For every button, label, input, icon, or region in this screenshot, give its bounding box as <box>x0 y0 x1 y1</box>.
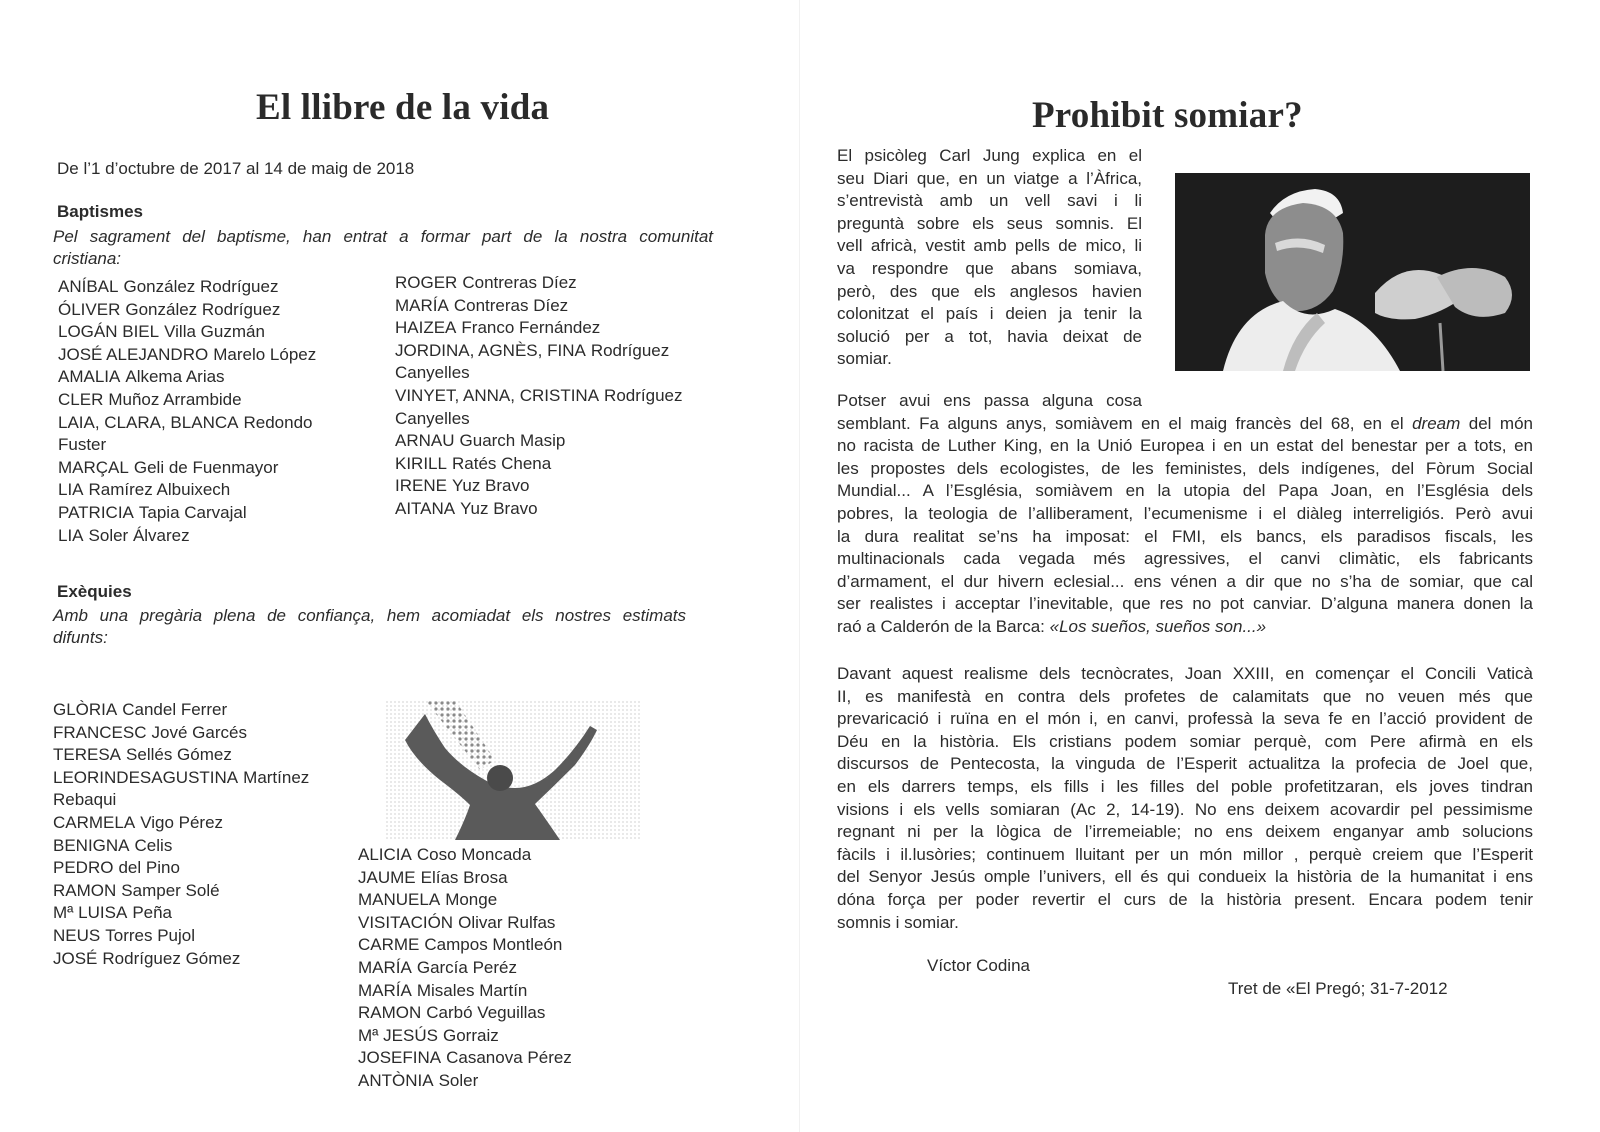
article-paragraph-1 <box>837 145 1142 371</box>
name-entry <box>358 1025 572 1048</box>
name-entry <box>395 475 682 498</box>
given-name: MARÇAL <box>58 457 129 477</box>
name-entry <box>58 299 316 322</box>
article-paragraph-3 <box>837 663 1533 934</box>
name-entry <box>58 276 316 299</box>
surname: Muñoz Arrambide <box>108 389 242 409</box>
name-entry <box>358 844 572 867</box>
given-name: JAUME <box>358 867 416 887</box>
given-name: ANÍBAL <box>58 277 119 296</box>
text-segment: raó a Calderón de la Barca: <box>837 616 1045 636</box>
article-source: Tret de «El Pregó; 31-7-2012 <box>1228 979 1448 998</box>
given-name: Canyelles <box>395 363 470 383</box>
funerals-intro-line: Amb una pregària plena de confiança, hem acomiadat els nostres estimats <box>53 606 686 625</box>
text-line: les propostes dels ecologistes, de les feministes, dels indígenes, del Fòrum Social <box>837 458 1533 478</box>
surname: Samper Solé <box>121 880 220 900</box>
text-line: regnant ni per la lògica de l’irremeiable; no ens deixem enganyar amb solucions <box>837 822 1533 842</box>
given-name: Mª LUISA <box>53 903 128 923</box>
given-name: TERESA <box>53 745 122 765</box>
given-name: JOSÉ ALEJANDRO <box>58 344 209 364</box>
surname: Campos Montleón <box>424 935 563 955</box>
given-name: GLÒRIA <box>53 700 118 719</box>
given-name: JOSEFINA <box>358 1048 442 1068</box>
surname: Jové Garcés <box>151 722 247 742</box>
funerals-intro <box>53 605 686 649</box>
text-line: no racista de Luther King, en la Unió Europea i en un estat del benestar per a tots, en <box>837 436 1533 456</box>
surname: González Rodríguez <box>125 299 281 319</box>
text-line: del Senyor Jesús omple l’univers, ell és qui condueix la història de la humanitat i ens <box>837 867 1533 887</box>
text-line: prevaricació i ruïna en el món i, en canvi, professà la seva fe en l’acció provident de <box>837 709 1533 729</box>
name-entry <box>53 902 309 925</box>
name-entry <box>58 344 316 367</box>
text-line: II, es manifestà en contra dels profetes de calamitats que no veuen més que <box>837 686 1533 706</box>
text-line: visions i els vells somiaran (Ac 2, 14-19). No ens deixem acovardir pel pessimisme <box>837 799 1533 819</box>
baptisms-list-col1 <box>58 276 316 547</box>
surname: Villa Guzmán <box>164 322 265 342</box>
surname: Yuz Bravo <box>451 476 530 496</box>
surname: Rodríguez Gómez <box>102 948 241 968</box>
name-entry <box>53 744 309 767</box>
text-line: somiar. <box>837 349 892 369</box>
surname: Sellés Gómez <box>126 745 232 765</box>
given-name: PATRICIA <box>58 502 134 522</box>
pope-photo-image <box>1175 173 1530 371</box>
given-name: Canyelles <box>395 408 470 428</box>
text-line: discursos de Pentecosta, la vinguda de l’Esperit actualitza la profecia de Joel que, <box>837 754 1533 774</box>
text-line: d’armament, el dur hivern eclesial... ens vénen a dir que no s’ha de somiar, que cal <box>837 571 1533 591</box>
given-name: PEDRO <box>53 858 114 878</box>
given-name: LOGÁN BIEL <box>58 322 160 342</box>
text-segment: semblant. Fa alguns anys, somiàvem en el maig francès del 68, en el <box>837 413 1404 433</box>
surname: Olivar Rulfas <box>458 912 556 932</box>
given-name: MARÍA <box>358 980 412 1000</box>
name-entry <box>395 340 682 363</box>
given-name: MARÍA <box>395 295 449 315</box>
text-line: va respondre que abans somiava, <box>837 258 1142 278</box>
text-line: Mundial... A l’Església, somiàvem en la utopia del Papa Joan, en l’Església dels <box>837 481 1533 501</box>
text-line <box>837 413 1533 436</box>
given-name: NEUS <box>53 925 101 945</box>
name-entry <box>358 912 572 935</box>
name-entry <box>395 317 682 340</box>
given-name: JOSÉ <box>53 948 98 968</box>
surname: Marelo López <box>213 344 317 364</box>
given-name: Rebaqui <box>53 790 117 810</box>
given-name: BENIGNA <box>53 835 130 855</box>
name-entry <box>395 385 682 408</box>
name-entry <box>358 889 572 912</box>
surname: García Peréz <box>416 957 517 977</box>
name-entry <box>58 457 316 480</box>
name-entry <box>58 434 316 457</box>
given-name: Fuster <box>58 435 107 455</box>
given-name: ALICIA <box>358 845 412 864</box>
name-entry <box>58 479 316 502</box>
name-entry <box>358 1070 572 1093</box>
name-entry <box>358 1002 572 1025</box>
name-entry <box>58 366 316 389</box>
given-name: CLER <box>58 389 104 409</box>
article-paragraph-2 <box>837 390 1533 639</box>
surname: Coso Moncada <box>416 845 532 864</box>
given-name: LAIA, CLARA, BLANCA <box>58 412 239 432</box>
given-name: VINYET, ANNA, CRISTINA <box>395 385 600 405</box>
left-title: El llibre de la vida <box>256 87 550 128</box>
surname: Rodríguez <box>590 340 670 360</box>
name-entry <box>53 722 309 745</box>
name-entry <box>358 867 572 890</box>
surname: Celis <box>134 835 173 855</box>
surname: Geli de Fuenmayor <box>133 457 279 477</box>
text-line: Davant aquest realisme dels tecnòcrates, Joan XXIII, en començar el Concili Vaticà <box>837 664 1533 683</box>
surname: Ratés Chena <box>451 453 552 473</box>
given-name: ARNAU <box>395 431 455 451</box>
text-line <box>837 616 1533 639</box>
given-name: JORDINA, AGNÈS, FINA <box>395 340 586 360</box>
surname: Redondo <box>243 412 313 432</box>
name-entry <box>395 362 682 385</box>
name-entry <box>53 699 309 722</box>
name-entry <box>53 835 309 858</box>
name-entry <box>395 408 682 431</box>
given-name: HAIZEA <box>395 318 457 338</box>
name-entry <box>58 389 316 412</box>
text-segment: del món <box>1468 413 1533 433</box>
article-author: Víctor Codina <box>927 956 1030 975</box>
surname: Carbó Veguillas <box>426 1003 546 1023</box>
funerals-list-col2 <box>358 844 572 1093</box>
baptisms-list-col2 <box>395 272 682 521</box>
given-name: MARÍA <box>358 957 412 977</box>
surname: Misales Martín <box>416 980 528 1000</box>
surname: Yuz Bravo <box>460 498 538 518</box>
given-name: LIA <box>58 480 84 500</box>
baptisms-intro-line: cristiana: <box>53 249 122 268</box>
right-page <box>800 0 1600 1132</box>
surname: Tapia Carvajal <box>138 502 247 522</box>
name-entry <box>58 321 316 344</box>
text-line: Potser avui ens passa alguna cosa <box>837 391 1142 410</box>
given-name: KIRILL <box>395 453 447 473</box>
surname: Monge <box>445 890 498 910</box>
surname: Contreras Díez <box>462 273 577 292</box>
given-name: ROGER <box>395 273 458 292</box>
name-entry <box>358 934 572 957</box>
given-name: RAMON <box>358 1003 422 1023</box>
surname: Ramírez Albuixech <box>88 480 231 500</box>
text-line: El psicòleg Carl Jung explica en el <box>837 146 1142 165</box>
baptisms-heading: Baptismes <box>57 202 143 221</box>
text-line: colonitzat el país i deien ja tenir la <box>837 304 1142 324</box>
surname: Franco Fernández <box>461 318 601 338</box>
text-line: Déu en la història. Els cristians podem somiar perquè, com Pere afirmà en els <box>837 731 1533 751</box>
surname: Vigo Pérez <box>140 812 224 832</box>
right-title: Prohibit somiar? <box>1032 95 1303 136</box>
surname: Guarch Masip <box>459 431 566 451</box>
surname: Candel Ferrer <box>122 700 228 719</box>
name-entry <box>53 857 309 880</box>
baptisms-intro-line: Pel sagrament del baptisme, han entrat a formar part de la nostra comunitat <box>53 227 713 246</box>
surname: Gorraiz <box>442 1025 499 1045</box>
name-entry <box>53 880 309 903</box>
text-line: preguntà sobre els seus somnis. El <box>837 213 1142 233</box>
name-entry <box>53 948 309 971</box>
surname: Alkema Arias <box>125 367 225 387</box>
text-line: dóna força per poder revertir el curs de la història present. Encara podem tenir <box>837 889 1533 909</box>
given-name: AMALIA <box>58 367 121 387</box>
name-entry <box>395 295 682 318</box>
text-line: solució per a tot, havia deixat de <box>837 326 1142 346</box>
given-name: LIA <box>58 525 84 545</box>
surname: Soler Álvarez <box>88 525 190 545</box>
name-entry <box>58 525 316 548</box>
name-entry <box>358 1047 572 1070</box>
surname: Martínez <box>243 767 310 787</box>
given-name: ÓLIVER <box>58 299 121 319</box>
name-entry <box>358 980 572 1003</box>
given-name: CARME <box>358 935 420 955</box>
text-line: multinacionals cada vegada més agressives, el canvi climàtic, els fabricants <box>837 549 1533 569</box>
text-line: fàcils i il.lusòries; continuem lluitant per un món millor , perquè creiem que l’Esperit <box>837 844 1533 864</box>
dream-word: dream <box>1412 413 1461 433</box>
given-name: AITANA <box>395 498 456 518</box>
funerals-list-col1 <box>53 699 309 970</box>
surname: González Rodríguez <box>123 277 279 296</box>
name-entry <box>53 767 309 790</box>
surname: Rodríguez <box>604 385 683 405</box>
given-name: Mª JESÚS <box>358 1025 438 1045</box>
given-name: MANUELA <box>358 890 441 910</box>
given-name: VISITACIÓN <box>358 912 454 932</box>
name-entry <box>395 272 682 295</box>
given-name: LEORINDESAGUSTINA <box>53 767 239 787</box>
text-line: s’entrevistà amb un vell savi i li <box>837 191 1142 211</box>
given-name: CARMELA <box>53 812 136 832</box>
date-range: De l’1 d’octubre de 2017 al 14 de maig de 2018 <box>57 159 415 178</box>
surname: Peña <box>132 903 173 923</box>
given-name: ANTÒNIA <box>358 1070 434 1090</box>
surname: Elías Brosa <box>420 867 508 887</box>
name-entry <box>58 412 316 435</box>
text-line: ser realistes i acceptar l’inevitable, que res no pot canviar. D’alguna manera donen la <box>837 594 1533 614</box>
surname: Casanova Pérez <box>446 1048 572 1068</box>
name-entry <box>395 498 682 521</box>
name-entry <box>53 789 309 812</box>
text-line: la dura realitat se’ns ha imposat: el FMI, els bancs, els paradisos fiscals, les <box>837 526 1533 546</box>
quote: «Los sueños, sueños son...» <box>1049 616 1267 636</box>
text-line: pobres, la teologia de l’alliberament, l’ecumenisme i el diàleg interreligiós. Però avui <box>837 503 1533 523</box>
raised-arms-figure-image <box>385 700 640 840</box>
baptisms-intro <box>53 226 713 270</box>
text-line: però, des que els anglesos havien <box>837 281 1142 301</box>
name-entry <box>395 453 682 476</box>
surname: Torres Pujol <box>105 925 195 945</box>
name-entry <box>58 502 316 525</box>
given-name: FRANCESC <box>53 722 147 742</box>
name-entry <box>358 957 572 980</box>
text-line: en els darrers temps, els fills i les filles del poble profetitzaran, els joves tindran <box>837 776 1533 796</box>
text-line: somnis i somiar. <box>837 912 959 932</box>
given-name: RAMON <box>53 880 117 900</box>
surname: Contreras Díez <box>453 295 569 315</box>
funerals-intro-line: difunts: <box>53 628 108 647</box>
funerals-heading: Exèquies <box>57 582 132 601</box>
name-entry <box>53 925 309 948</box>
surname: Soler <box>438 1070 479 1090</box>
text-line: seu Diari que, en un viatge a l’Àfrica, <box>837 168 1142 188</box>
given-name: IRENE <box>395 476 447 496</box>
name-entry <box>395 430 682 453</box>
surname: del Pino <box>118 858 180 878</box>
text-line: vell africà, vestit amb pells de mico, li <box>837 236 1142 256</box>
name-entry <box>53 812 309 835</box>
